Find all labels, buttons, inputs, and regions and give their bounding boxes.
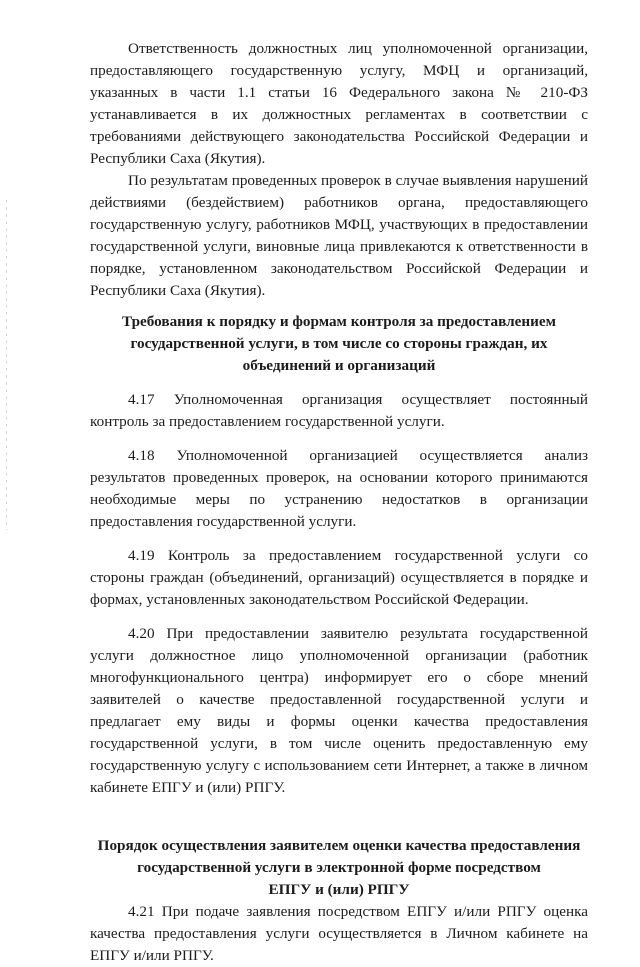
paragraph-4-17: 4.17 Уполномоченная организация осуществляет постоянный контроль за предоставлением государственной услуги.: [90, 391, 588, 430]
paragraph-violations: По результатам проведенных проверок в случае выявления нарушений действиями (бездействием) работников органа, предоставляющего государственную услугу, работников МФЦ, участвующих в предоставлении государственной услуги, виновные лица привлекаются к ответственности в порядке, установленном законодательством Российской Федерации и Республики Саха (Якутия).: [90, 172, 588, 299]
paragraph-4-21: 4.21 При подаче заявления посредством ЕПГУ и/или РПГУ оценка качества предоставления услуги осуществляется в Личном кабинете на ЕПГУ и/или РПГУ.: [90, 903, 588, 964]
margin-scan-mark: [6, 200, 7, 530]
section-heading-quality-assessment: [90, 835, 588, 901]
heading-line: объединений и организаций: [242, 357, 436, 374]
paragraph-responsibility: Ответственность должностных лиц уполномоченной организации, предоставляющего государственную услугу, МФЦ и организаций, указанных в части 1.1 статьи 16 Федерального закона № 210-ФЗ устанавливается в их должностных регламентах в соответствии с требованиями действующего законодательства Российской Федерации и Республики Саха (Якутия).: [90, 40, 588, 167]
paragraph-4-20: 4.20 При предоставлении заявителю результата государственной услуги должностное лицо уполномоченной организации (работник многофункционального центра) информирует его о сборе мнений заявителей о качестве предоставленной государственной услуги и предлагает ему виды и формы оценки качества предоставления государственной услуги, в том числе оценить предоставленную ему государственную услугу с использованием сети Интернет, а также в личном кабинете ЕПГУ и (или) РПГУ.: [90, 625, 588, 796]
document-body: [90, 38, 588, 967]
section-heading-control: [90, 311, 588, 377]
paragraph-4-18: 4.18 Уполномоченной организацией осуществляется анализ результатов проведенных проверок, на основании которого принимаются необходимые меры по устранению недостатков в организации предоставления государственной услуги.: [90, 447, 588, 530]
heading-line: государственной услуги, в том числе со стороны граждан, их: [130, 335, 548, 352]
heading-line: Порядок осуществления заявителем оценки качества предоставления: [97, 837, 581, 854]
paragraph-4-19: 4.19 Контроль за предоставлением государственной услуги со стороны граждан (объединений, организаций) осуществляется в порядке и формах, установленных законодательством Российской Федерации.: [90, 547, 588, 608]
heading-line: ЕПГУ и (или) РПГУ: [268, 881, 410, 898]
heading-line: Требования к порядку и формам контроля за предоставлением: [122, 313, 556, 330]
heading-line: государственной услуги в электронной форме посредством: [137, 859, 541, 876]
